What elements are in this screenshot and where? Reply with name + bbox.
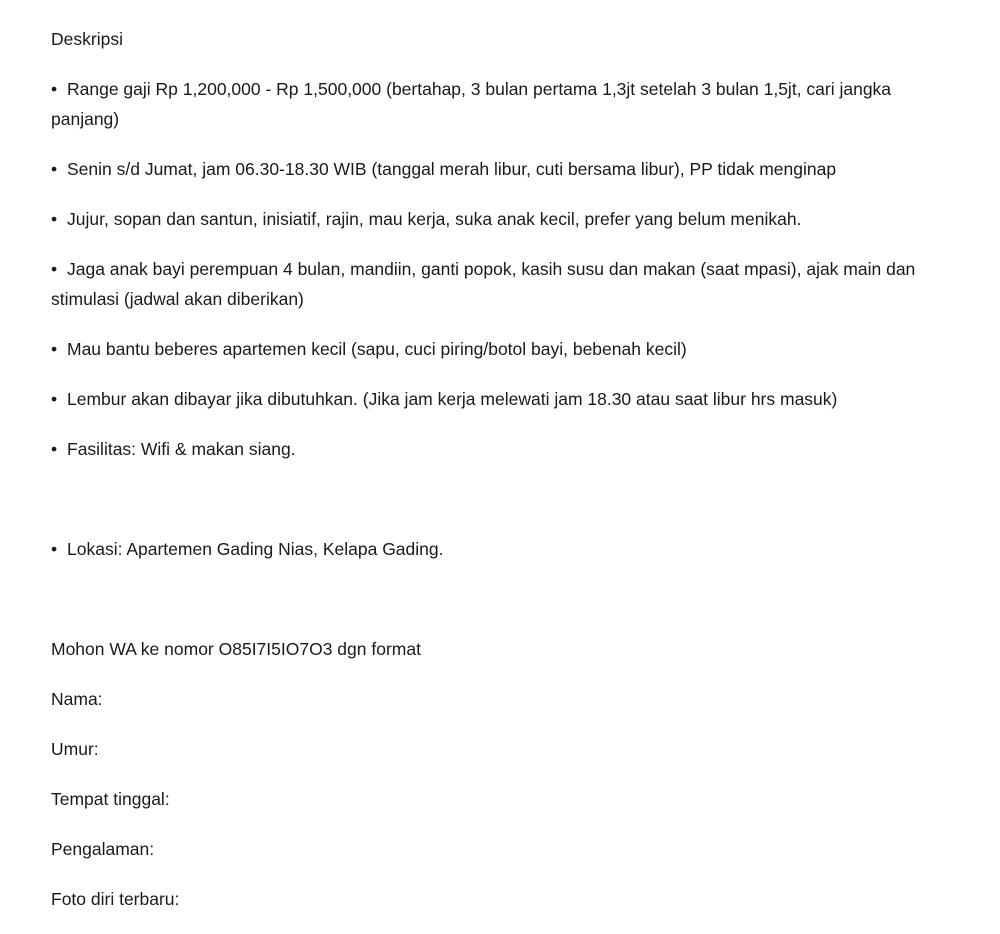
bullet-item-facilities	[51, 434, 956, 464]
contact-line: Mohon WA ke nomor O85I7I5IO7O3 dgn format	[51, 639, 421, 659]
bullet-icon: •	[51, 79, 58, 99]
bullet-icon: •	[51, 389, 58, 409]
bullet-icon: •	[51, 439, 58, 459]
bullet-text: Lokasi: Apartemen Gading Nias, Kelapa Gading.	[67, 539, 444, 559]
bullet-icon: •	[51, 159, 58, 179]
form-field-experience: Pengalaman:	[51, 839, 155, 859]
bullet-text: Jaga anak bayi perempuan 4 bulan, mandiin, ganti popok, kasih susu dan makan (saat mpasi), ajak main dan stimulasi (jadwal akan diberikan)	[51, 259, 916, 309]
blank-line	[51, 584, 956, 634]
bullet-item-schedule	[51, 154, 956, 184]
form-field-age: Umur:	[51, 739, 99, 759]
document-body	[51, 24, 956, 934]
bullet-text: Lembur akan dibayar jika dibutuhkan. (Jika jam kerja melewati jam 18.30 atau saat libur hrs masuk)	[67, 389, 838, 409]
bullet-icon: •	[51, 259, 58, 279]
bullet-item-cleaning	[51, 334, 956, 364]
bullet-text: Jujur, sopan dan santun, inisiatif, rajin, mau kerja, suka anak kecil, prefer yang belum menikah.	[67, 209, 802, 229]
bullet-item-location	[51, 534, 956, 564]
section-heading: Deskripsi	[51, 29, 123, 49]
bullet-text: Senin s/d Jumat, jam 06.30-18.30 WIB (tanggal merah libur, cuti bersama libur), PP tidak menginap	[67, 159, 837, 179]
bullet-text: Range gaji Rp 1,200,000 - Rp 1,500,000 (bertahap, 3 bulan pertama 1,3jt setelah 3 bulan 1,5jt, cari jangka panjang)	[51, 79, 892, 129]
bullet-icon: •	[51, 539, 58, 559]
bullet-item-duties	[51, 254, 956, 314]
bullet-text: Fasilitas: Wifi & makan siang.	[67, 439, 296, 459]
bullet-text: Mau bantu beberes apartemen kecil (sapu, cuci piring/botol bayi, bebenah kecil)	[67, 339, 687, 359]
blank-line	[51, 484, 956, 534]
bullet-icon: •	[51, 339, 58, 359]
bullet-item-salary	[51, 74, 956, 134]
form-field-photo: Foto diri terbaru:	[51, 889, 180, 909]
bullet-item-overtime	[51, 384, 956, 414]
form-field-residence: Tempat tinggal:	[51, 789, 170, 809]
form-field-name: Nama:	[51, 689, 103, 709]
bullet-icon: •	[51, 209, 58, 229]
bullet-item-traits	[51, 204, 956, 234]
